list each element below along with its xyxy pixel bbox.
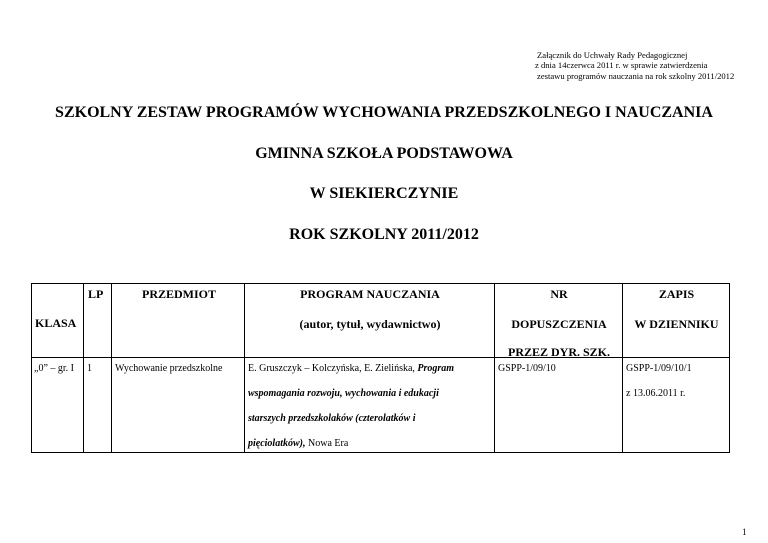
table-header-row [32,284,730,358]
header-nr [495,284,623,358]
header-lp-label: LP [88,287,104,301]
header-przedmiot [112,284,245,358]
header-nr-label: NR [550,287,568,301]
program-title-part: pięciolatków), [248,438,306,449]
cell-zapis [623,358,730,453]
cell-przedmiot [112,358,245,453]
page-number: 1 [742,527,747,537]
annex-line: zestawu programów nauczania na rok szkolny 2011/2012 [537,70,735,81]
document-title: SZKOLNY ZESTAW PROGRAMÓW WYCHOWANIA PRZEDSZKOLNEGO I NAUCZANIA [55,104,713,121]
program-title-part: wspomagania rozwoju, wychowania i edukacji [248,388,439,399]
program-authors: E. Gruszczyk – Kolczyńska, E. Zielińska, [248,363,418,374]
header-przedmiot-label: PRZEDMIOT [142,287,217,301]
header-program-label: PROGRAM NAUCZANIA [300,287,440,301]
school-location: W SIEKIERCZYNIE [309,185,459,202]
row-przedmiot-value: Wychowanie przedszkolne [115,363,223,374]
header-program-sublabel: (autor, tytuł, wydawnictwo) [299,317,441,331]
header-zapis-label: ZAPIS [658,287,695,301]
row-nr-value: GSPP-1/09/10 [498,363,556,374]
table-row [32,358,730,453]
row-klasa-value: „0” – gr. I [34,363,74,374]
row-lp-value: 1 [87,363,92,374]
program-publisher: Nowa Era [305,438,349,449]
header-nr-sublabel-2: PRZEZ DYR. SZK. [507,345,611,359]
header-zapis [623,284,730,358]
cell-program [245,358,495,453]
program-title-part: Program [417,363,455,374]
row-program-line-1 [248,363,454,374]
header-program [245,284,495,358]
header-zapis-sublabel: W DZIENNIKU [634,317,719,331]
annex-line: z dnia 14czerwca 2011 r. w sprawie zatwierdzenia [535,60,708,71]
annex-line: Załącznik do Uchwały Rady Pedagogicznej [537,50,688,60]
header-klasa-label: KLASA [35,316,77,330]
header-nr-sublabel: DOPUSZCZENIA [511,317,607,331]
cell-klasa [32,358,84,453]
header-klasa [32,284,84,358]
row-program-line-4 [248,438,348,449]
row-zapis-value: GSPP-1/09/10/1 [626,363,692,374]
cell-nr [495,358,623,453]
programs-table [31,283,730,453]
annex-note [535,50,765,81]
cell-lp [84,358,112,453]
school-year: ROK SZKOLNY 2011/2012 [289,226,479,243]
program-title-part: starszych przedszkolaków (czterolatków i [248,413,416,424]
row-zapis-date: z 13.06.2011 r. [626,388,686,399]
school-name: GMINNA SZKOŁA PODSTAWOWA [255,145,513,162]
header-lp [84,284,112,358]
